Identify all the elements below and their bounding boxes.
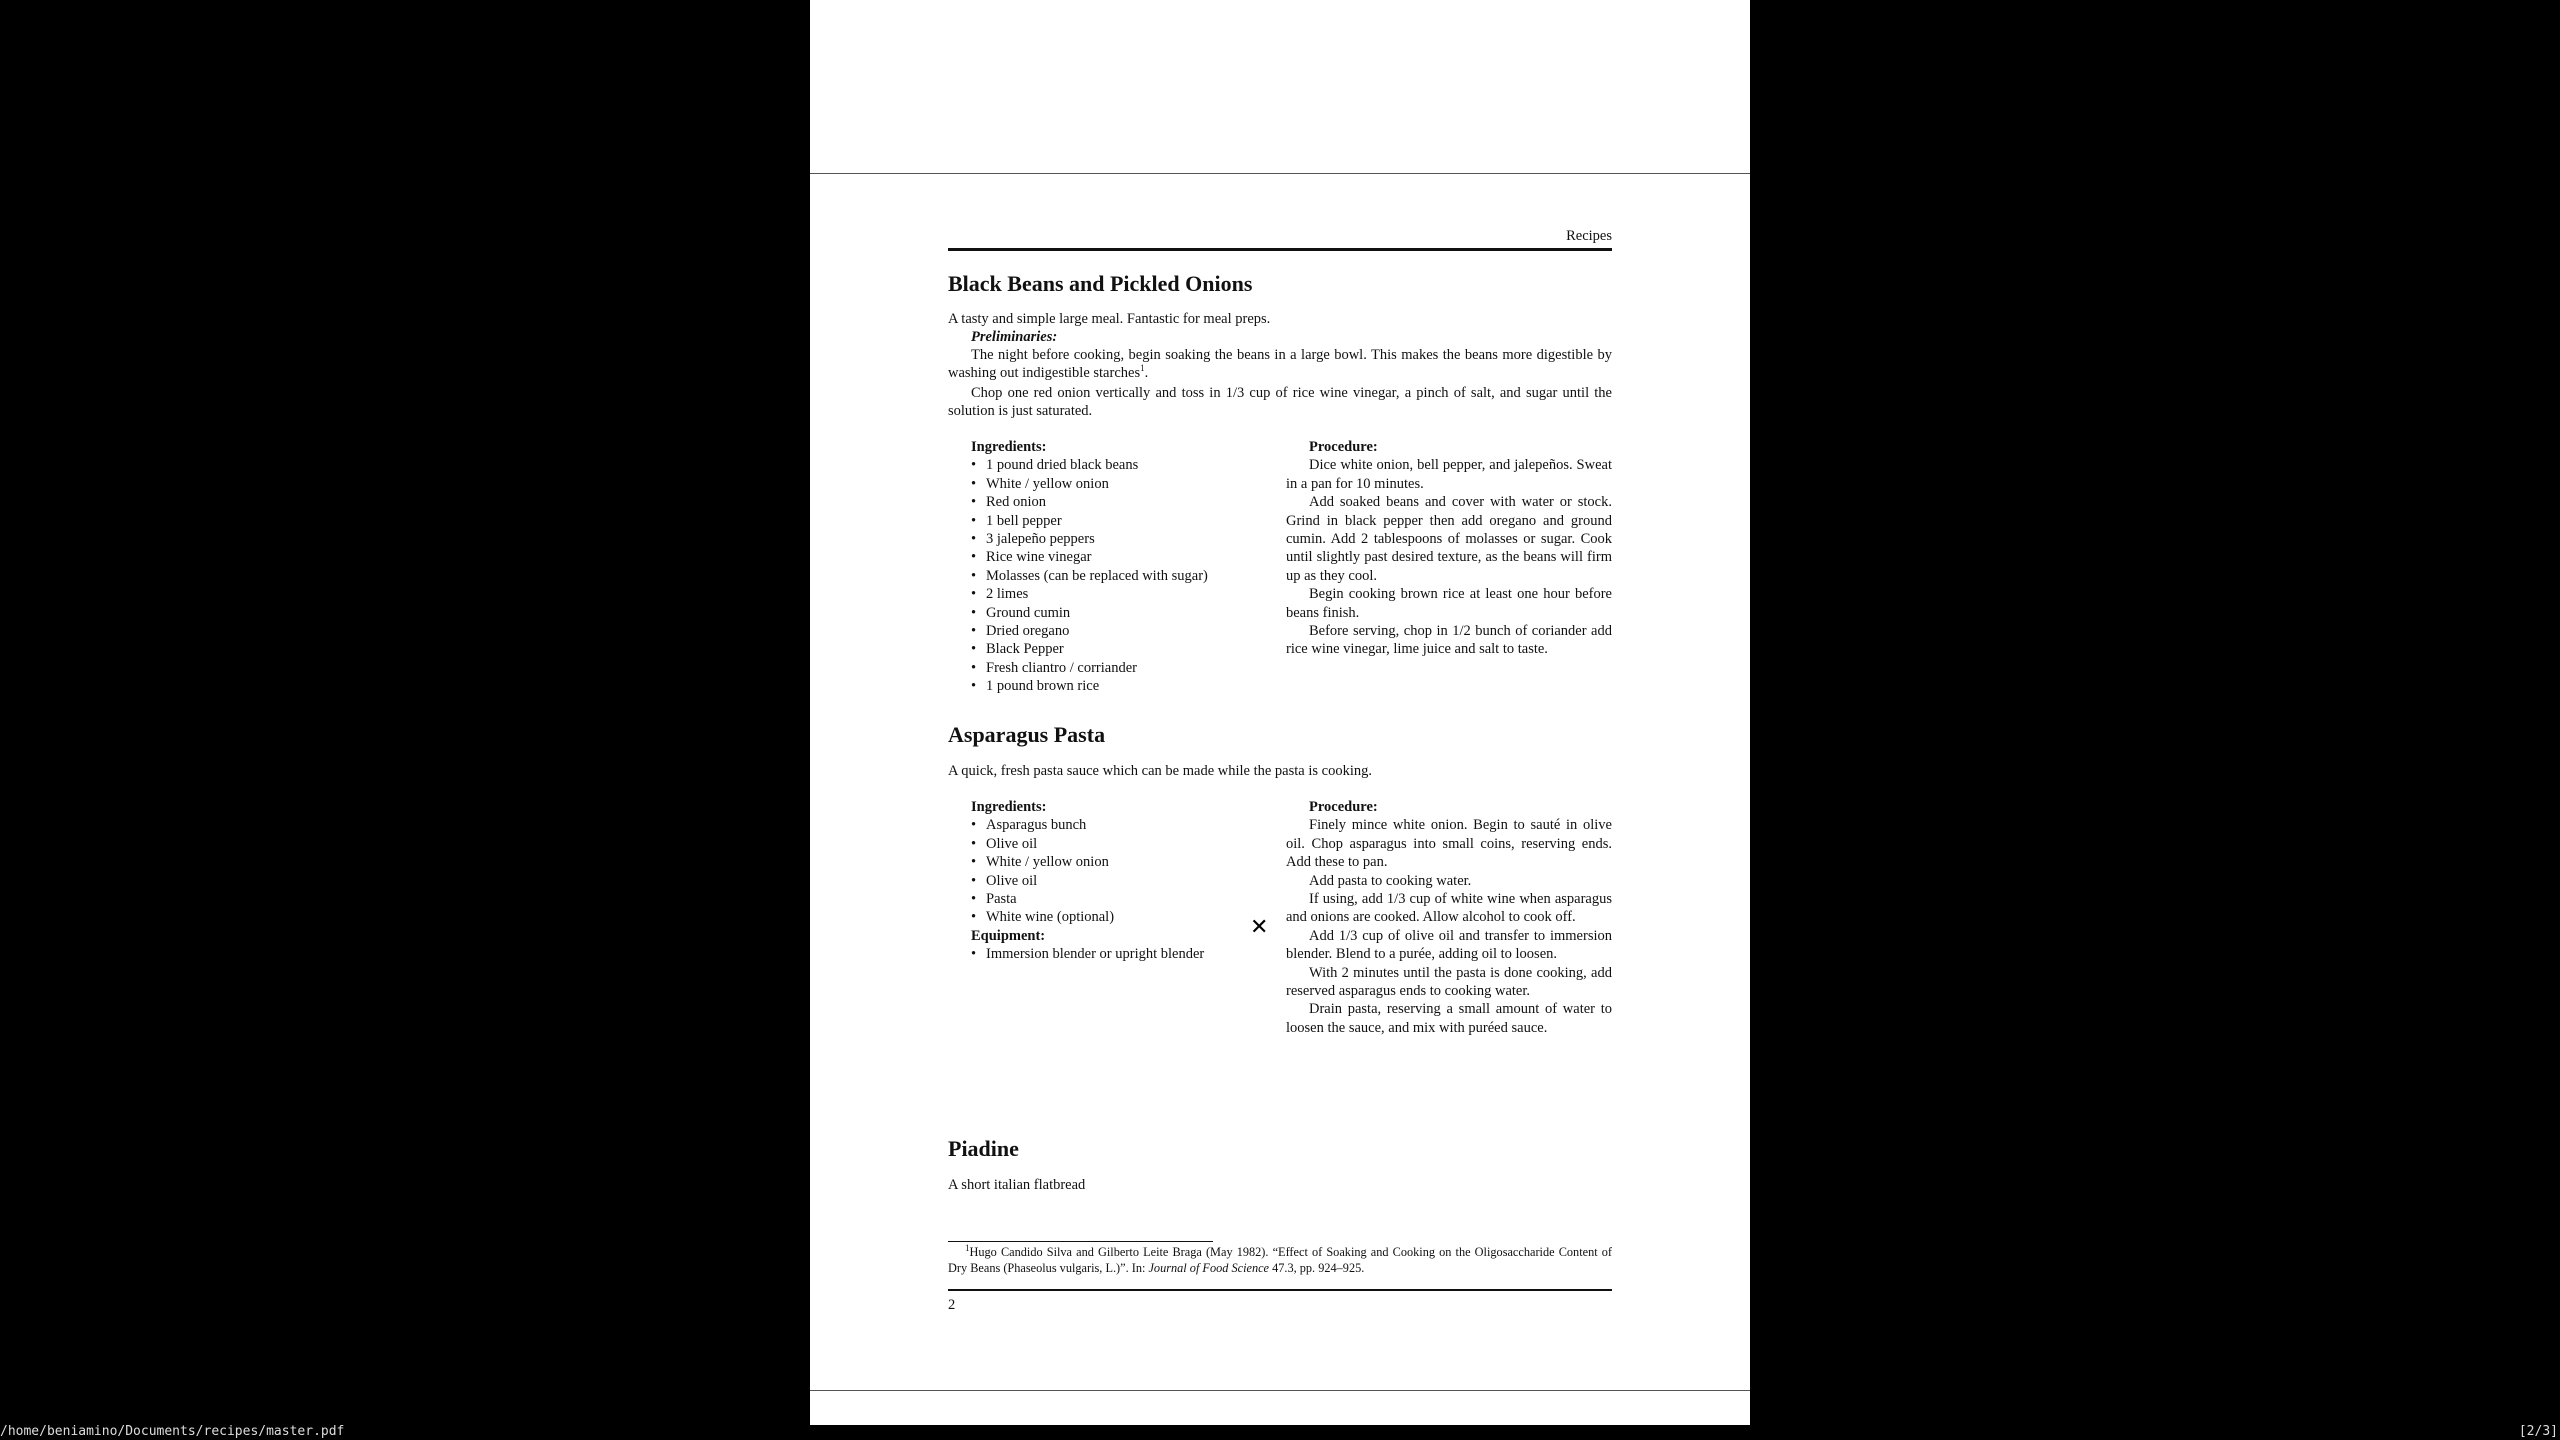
equipment-list xyxy=(971,945,1271,963)
list-item: • Olive oil xyxy=(971,835,1271,853)
list-item: • Pasta xyxy=(971,890,1271,908)
procedure-step: Dice white onion, bell pepper, and jalepeños. Sweat in a pan for 10 minutes. xyxy=(1286,457,1612,492)
procedure-step: Add soaked beans and cover with water or stock. Grind in black pepper then add oregano and ground cumin. Add 2 tablespoons of molasses or sugar. Cook until slightly past desired texture, as the beans will firm up as they cool. xyxy=(1286,494,1612,584)
footnote-rule xyxy=(948,1241,1213,1242)
ingredients-column-black-beans xyxy=(971,438,1271,696)
list-item: • Ground cumin xyxy=(971,604,1271,622)
footnote: $^1$Hugo Candido Silva and Gilberto Leite Braga (May 1982). “Effect of Soaking and Cooking on the Oligosaccharide Content of Dry Beans (Phaseolus vulgaris, L.)”. In: Journal of Food Science 47.3, pp. 924–925. xyxy=(948,1242,1612,1275)
procedure-column-asparagus xyxy=(1286,798,1612,1037)
procedure-step: If using, add 1/3 cup of white wine when asparagus and onions are cooked. Allow alcohol to cook off. xyxy=(1286,891,1612,926)
preliminaries-paragraph-2: Chop one red onion vertically and toss in 1/3 cup of rice wine vinegar, a pinch of salt, and sugar until the solution is just saturated. xyxy=(948,385,1612,420)
procedure-steps xyxy=(1286,816,1612,1037)
list-item: • 1 bell pepper xyxy=(971,512,1271,530)
procedure-step: Finely mince white onion. Begin to sauté in olive oil. Chop asparagus into small coins, reserving ends. Add these to pan. xyxy=(1286,817,1612,871)
procedure-heading: Procedure: xyxy=(1309,799,1378,815)
list-item: • 1 pound dried black beans xyxy=(971,456,1271,474)
ingredients-list xyxy=(971,456,1271,695)
page-separator-bottom xyxy=(810,1390,1750,1391)
recipe-intro-piadine: A short italian flatbread xyxy=(948,1177,1086,1193)
procedure-heading: Procedure: xyxy=(1309,439,1378,455)
close-icon[interactable]: ✕ xyxy=(1250,915,1269,940)
recipe-intro-asparagus-pasta: A quick, fresh pasta sauce which can be made while the pasta is cooking. xyxy=(948,763,1372,779)
preliminaries-heading: Preliminaries: xyxy=(971,329,1058,345)
list-item: • 1 pound brown rice xyxy=(971,677,1271,695)
list-item: • Red onion xyxy=(971,493,1271,511)
list-item: • 3 jalepeño peppers xyxy=(971,530,1271,548)
procedure-step: Add pasta to cooking water. xyxy=(1309,872,1472,889)
list-item: • Dried oregano xyxy=(971,622,1271,640)
list-item: • 2 limes xyxy=(971,585,1271,603)
recipe-title-black-beans: Black Beans and Pickled Onions xyxy=(948,271,1253,296)
procedure-steps xyxy=(1286,456,1612,658)
ingredients-list xyxy=(971,816,1271,926)
pdf-page xyxy=(810,0,1750,1425)
footer-rule xyxy=(948,1289,1612,1291)
recipe-title-asparagus-pasta: Asparagus Pasta xyxy=(948,722,1106,747)
procedure-step: Add 1/3 cup of olive oil and transfer to immersion blender. Blend to a purée, adding oil to loosen. xyxy=(1286,927,1612,963)
running-header: Recipes xyxy=(1566,228,1612,244)
list-item: • Molasses (can be replaced with sugar) xyxy=(971,567,1271,585)
list-item: • Olive oil xyxy=(971,872,1271,890)
page-number: 2 xyxy=(948,1297,956,1313)
list-item: • Black Pepper xyxy=(971,640,1271,658)
procedure-column-black-beans xyxy=(1286,438,1612,659)
list-item: • White wine (optional) xyxy=(971,908,1271,926)
equipment-heading: Equipment: xyxy=(971,927,1046,944)
statusbar-file-path: /home/beniamino/Documents/recipes/master.pdf xyxy=(0,1424,345,1439)
list-item: • Rice wine vinegar xyxy=(971,548,1271,566)
footnote-ref[interactable]: 1 xyxy=(1140,363,1145,374)
ingredients-heading: Ingredients: xyxy=(971,439,1047,455)
procedure-step: With 2 minutes until the pasta is done cooking, add reserved asparagus ends to cooking water. xyxy=(1286,964,1612,1000)
list-item: • White / yellow onion xyxy=(971,475,1271,493)
header-rule xyxy=(948,248,1612,251)
recipe-intro-black-beans: A tasty and simple large meal. Fantastic for meal preps. xyxy=(948,311,1271,327)
procedure-step: Begin cooking brown rice at least one hour before beans finish. xyxy=(1286,586,1612,621)
recipe-title-piadine: Piadine xyxy=(948,1136,1019,1161)
list-item: • Fresh cliantro / corriander xyxy=(971,659,1271,677)
ingredients-heading: Ingredients: xyxy=(971,799,1047,815)
list-item: • Immersion blender or upright blender xyxy=(971,945,1271,963)
list-item: • White / yellow onion xyxy=(971,853,1271,871)
page-separator-top xyxy=(810,173,1750,174)
ingredients-column-asparagus xyxy=(971,798,1271,964)
preliminaries-paragraph-1: The night before cooking, begin soaking the beans in a large bowl. This makes the beans more digestible by washing out indigestible starches$^1$. xyxy=(948,347,1612,382)
procedure-step: Before serving, chop in 1/2 bunch of coriander add rice wine vinegar, lime juice and salt to taste. xyxy=(1286,623,1612,658)
statusbar-page-indicator: [2/3] xyxy=(2518,1424,2558,1439)
list-item: • Asparagus bunch xyxy=(971,816,1271,834)
procedure-step: Drain pasta, reserving a small amount of water to loosen the sauce, and mix with puréed sauce. xyxy=(1286,1001,1612,1036)
journal-title: Journal of Food Science xyxy=(1148,1260,1270,1275)
